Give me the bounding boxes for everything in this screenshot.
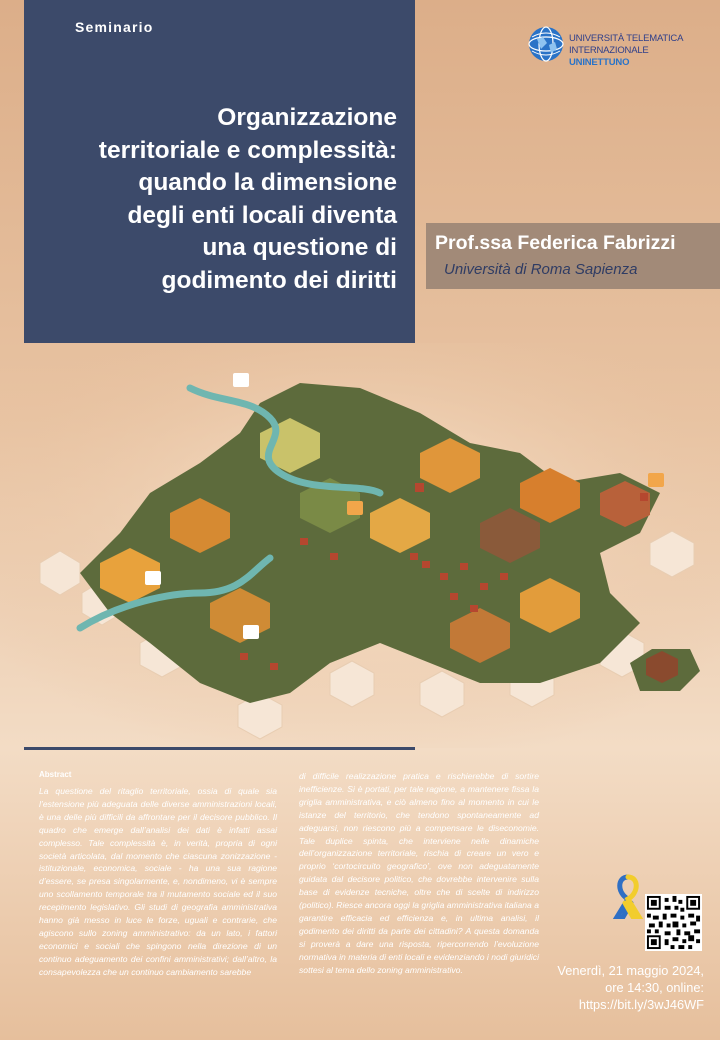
- event-link[interactable]: https://bit.ly/3wJ46WF: [578, 997, 704, 1012]
- title-block: [24, 0, 415, 343]
- logo-line-2-accent: UNINETTUNO: [569, 57, 630, 68]
- title-line: Organizzazione: [217, 104, 397, 131]
- hex-map-illustration: [0, 343, 720, 748]
- title-line: quando la dimensione: [138, 169, 397, 196]
- speaker-box: [426, 223, 720, 289]
- abstract-column-2: di difficile realizzazione pratica e rischierebbe di sortire inefficienze. Si è portati, per tale ragione, a mantenere fissa la griglia amministrativa, e ciò almeno fino al momento in cui le istanze del territorio, che tendono spontaneamente ad adeguarsi, non riescono più a compensare le diseconomie. Tale duplice spinta, che interviene nelle dinamiche dell’organizzazione territoriale, rischia di creare un vero e proprio ‘cortocircuito geografico’, ove non adeguatamente guidata dal decisore politico, che dovrebbe intervenire sulla base di evidenze tecniche, oltre che di scelte di indirizzo (politico). Riesce ancora oggi la griglia amministrativa italiana a garantire efficacia ed efficienza e, in ultima analisi, il godimento dei diritti da parte dei cittadini? A questa domanda si proverà a dare una risposta, ripercorrendo l’evoluzione normativa in materia di enti locali e evidenziando i nodi giuridici sottesi al tema dello zoning amministrativo.: [299, 771, 539, 975]
- abstract-column-1: La questione del ritaglio territoriale, ossia di quale sia l’estensione più adeguata delle diverse amministrazioni locali, è una delle più difficili da affrontare per il decisore pubblico. Il quadro che emerge dall’analisi dei dati è infatti assai complesso. Tale complessità è, in verità, propria di ogni società articolata, dal momento che ciascuna zonizzazione - istituzionale, economica, sociale - ha una sua ragione d’essere, se presa singolarmente, e, nondimeno, vi è sempre uno scollamento temporale tra il mutamento sociale ed il suo recepimento legislativo. Gli studi di geografia amministrativa hanno già messo in luce le forze, uguali e contrarie, che agiscono sullo zoning amministrativo: da un lato, i fattori economici e sociali che spingono nella direzione di un continuo adeguamento dei confini amministrativi; dall’altro, la consapevolezza che un continuo cambiamento sarebbe: [39, 786, 277, 977]
- event-info: [548, 962, 704, 1013]
- abstract-heading: Abstract: [39, 770, 72, 779]
- event-type-label: Seminario: [75, 19, 154, 35]
- logo-line-2: [569, 45, 707, 69]
- globe-logo-icon: [527, 25, 565, 63]
- logo-text: [569, 33, 707, 69]
- speaker-name: Prof.ssa Federica Fabrizzi: [435, 232, 676, 254]
- divider-line: [24, 747, 415, 750]
- event-time: ore 14:30, online:: [605, 980, 704, 995]
- title-line: una questione di: [202, 234, 397, 261]
- speaker-affiliation: Università di Roma Sapienza: [444, 261, 638, 278]
- title-line: godimento dei diritti: [161, 266, 397, 294]
- qr-code-icon[interactable]: [645, 894, 702, 951]
- logo-line-1: UNIVERSITÀ TELEMATICA: [569, 33, 684, 44]
- university-logo: [527, 25, 707, 68]
- title-line: degli enti locali diventa: [127, 201, 397, 229]
- title-line: territoriale e complessità:: [98, 136, 397, 164]
- seminar-title: [27, 102, 397, 297]
- ukraine-ribbon-icon: [613, 873, 643, 919]
- logo-line-2-prefix: INTERNAZIONALE: [569, 45, 649, 56]
- event-date: Venerdì, 21 maggio 2024,: [557, 963, 704, 978]
